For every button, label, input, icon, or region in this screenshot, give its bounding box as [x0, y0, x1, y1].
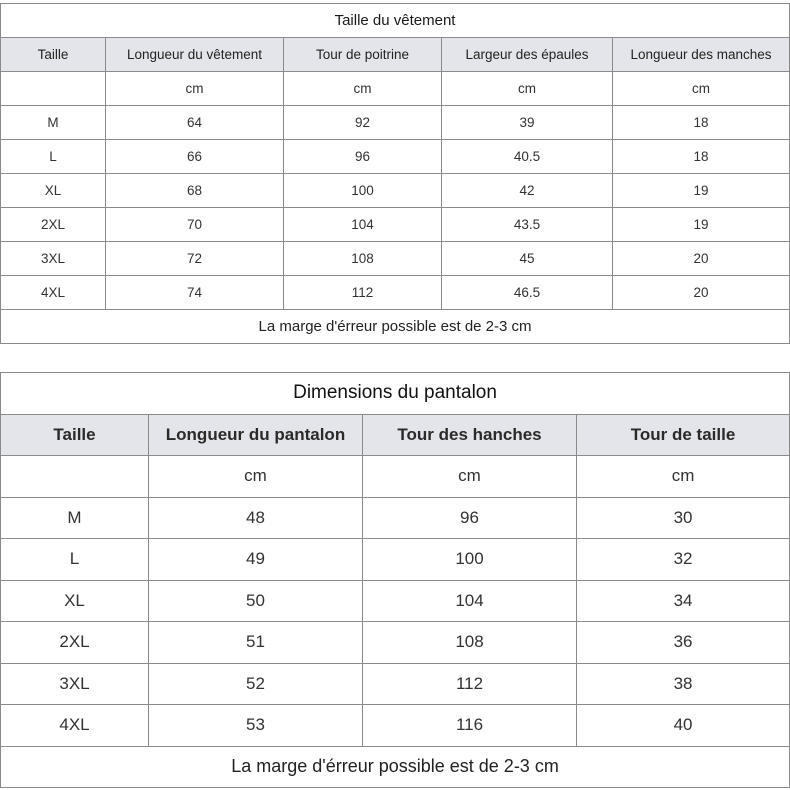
table-cell: 46.5: [442, 276, 613, 310]
header-cell: Tour des hanches: [363, 414, 577, 456]
table-cell: 64: [106, 106, 284, 140]
unit-cell: cm: [284, 72, 442, 106]
garment-table-title-row: [1, 4, 790, 38]
header-cell: Longueur des manches: [613, 38, 790, 72]
table-cell: 51: [149, 622, 363, 664]
header-cell: Taille: [1, 38, 106, 72]
unit-cell: cm: [613, 72, 790, 106]
table-row: [1, 705, 790, 747]
header-cell: Longueur du vêtement: [106, 38, 284, 72]
table-row: [1, 497, 790, 539]
garment-size-table: [0, 3, 790, 344]
table-cell: 100: [284, 174, 442, 208]
tolerance-note: La marge d'érreur possible est de 2-3 cm: [1, 310, 790, 344]
table-cell: 108: [284, 242, 442, 276]
unit-cell: [1, 72, 106, 106]
table-cell: 34: [577, 580, 790, 622]
table-row: [1, 276, 790, 310]
table-cell: 20: [613, 242, 790, 276]
unit-row: [1, 72, 790, 106]
table-cell: 18: [613, 140, 790, 174]
table-cell: 92: [284, 106, 442, 140]
unit-cell: cm: [106, 72, 284, 106]
table-cell: 72: [106, 242, 284, 276]
table-cell: 53: [149, 705, 363, 747]
table-row: [1, 663, 790, 705]
garment-table-title: Taille du vêtement: [1, 4, 790, 38]
pants-note-row: [1, 746, 790, 788]
table-cell: 4XL: [1, 705, 149, 747]
table-cell: 100: [363, 539, 577, 581]
table-cell: M: [1, 497, 149, 539]
pants-table-title-row: [1, 373, 790, 415]
table-row: [1, 140, 790, 174]
header-cell: Longueur du pantalon: [149, 414, 363, 456]
table-cell: XL: [1, 580, 149, 622]
table-cell: 112: [284, 276, 442, 310]
unit-cell: cm: [577, 456, 790, 498]
table-cell: L: [1, 539, 149, 581]
table-cell: 2XL: [1, 622, 149, 664]
table-cell: 52: [149, 663, 363, 705]
table-cell: 108: [363, 622, 577, 664]
table-row: [1, 174, 790, 208]
table-cell: 39: [442, 106, 613, 140]
header-cell: Tour de taille: [577, 414, 790, 456]
table-cell: 96: [363, 497, 577, 539]
table-cell: 4XL: [1, 276, 106, 310]
table-cell: 96: [284, 140, 442, 174]
table-cell: 74: [106, 276, 284, 310]
table-row: [1, 208, 790, 242]
table-cell: 48: [149, 497, 363, 539]
table-cell: 30: [577, 497, 790, 539]
table-cell: 116: [363, 705, 577, 747]
table-cell: 50: [149, 580, 363, 622]
header-cell: Largeur des épaules: [442, 38, 613, 72]
table-row: [1, 539, 790, 581]
pants-table-title: Dimensions du pantalon: [1, 373, 790, 415]
tolerance-note: La marge d'érreur possible est de 2-3 cm: [1, 746, 790, 788]
table-cell: 42: [442, 174, 613, 208]
table-row: [1, 580, 790, 622]
table-cell: 40.5: [442, 140, 613, 174]
table-row: [1, 242, 790, 276]
table-row: [1, 622, 790, 664]
table-cell: 20: [613, 276, 790, 310]
table-cell: 104: [363, 580, 577, 622]
pants-table-header-row: [1, 414, 790, 456]
header-cell: Tour de poitrine: [284, 38, 442, 72]
table-cell: 49: [149, 539, 363, 581]
table-cell: 36: [577, 622, 790, 664]
table-cell: 32: [577, 539, 790, 581]
unit-cell: [1, 456, 149, 498]
pants-size-table: [0, 372, 790, 788]
table-cell: 40: [577, 705, 790, 747]
table-cell: 112: [363, 663, 577, 705]
table-cell: 19: [613, 208, 790, 242]
table-cell: M: [1, 106, 106, 140]
garment-table-header-row: [1, 38, 790, 72]
header-cell: Taille: [1, 414, 149, 456]
unit-cell: cm: [442, 72, 613, 106]
unit-cell: cm: [363, 456, 577, 498]
table-cell: 18: [613, 106, 790, 140]
table-cell: 19: [613, 174, 790, 208]
unit-row: [1, 456, 790, 498]
table-cell: 45: [442, 242, 613, 276]
table-cell: XL: [1, 174, 106, 208]
table-cell: 3XL: [1, 242, 106, 276]
table-cell: 2XL: [1, 208, 106, 242]
table-cell: 3XL: [1, 663, 149, 705]
table-cell: 68: [106, 174, 284, 208]
table-cell: L: [1, 140, 106, 174]
table-cell: 104: [284, 208, 442, 242]
table-cell: 38: [577, 663, 790, 705]
table-row: [1, 106, 790, 140]
table-cell: 43.5: [442, 208, 613, 242]
garment-note-row: [1, 310, 790, 344]
table-cell: 70: [106, 208, 284, 242]
unit-cell: cm: [149, 456, 363, 498]
table-cell: 66: [106, 140, 284, 174]
